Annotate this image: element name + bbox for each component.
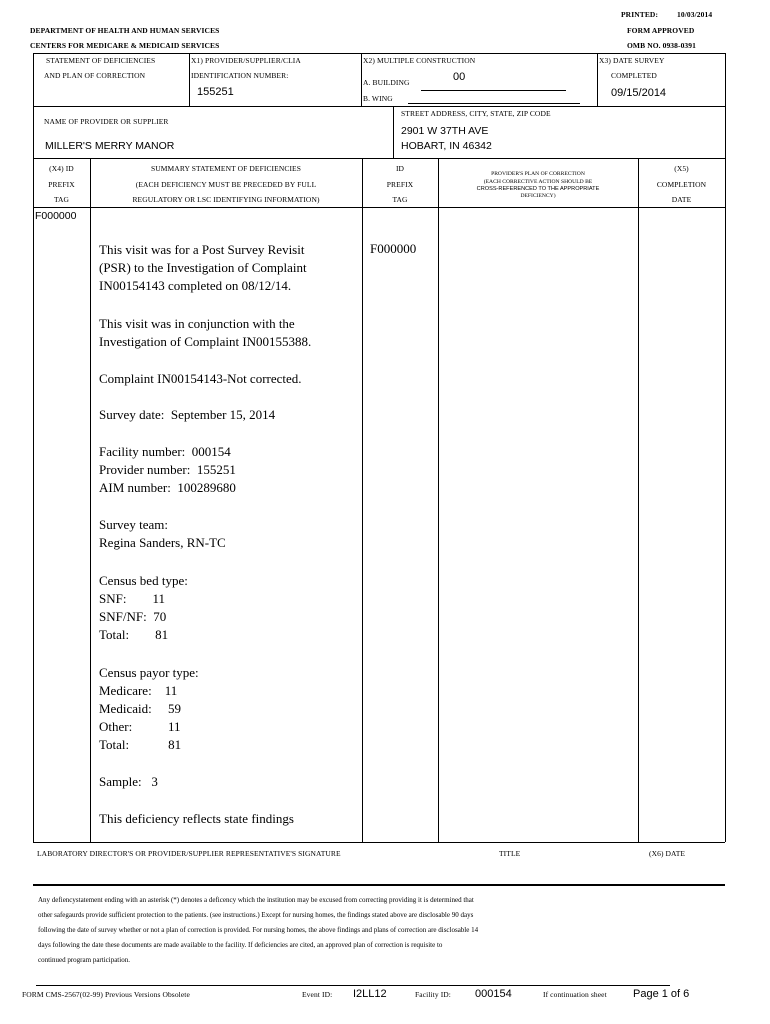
paragraph-3	[99, 370, 302, 388]
paragraph-5	[99, 443, 236, 497]
text-line: Survey date: September 15, 2014	[99, 407, 276, 422]
text-line: Census bed type:	[99, 573, 188, 588]
statement-label-1: STATEMENT OF DEFICIENCIES	[46, 56, 156, 65]
disclaimer-line: following the date of survey whether or not a plan of correction is provided. For nursing homes, the above findings and plans of correction are disclosable 14	[38, 926, 479, 934]
disclaimer-line: other safegaurds provide sufficient protection to the patients. (see instructions.) Except for nursing homes, the findings stated above are disclosable 90 days	[38, 911, 474, 919]
text-line: (PSR) to the Investigation of Complaint	[99, 260, 307, 275]
text-line: IN00154143 completed on 08/12/14.	[99, 278, 292, 293]
x3-label-1: X3) DATE SURVEY	[599, 56, 665, 65]
id-label-2: PREFIX	[386, 180, 414, 189]
disclaimer-line: Any defiencystatement ending with an asterisk (*) denotes a deficency which the institution may be excused from correcting providing it is determined that	[38, 896, 474, 904]
paragraph-9	[99, 773, 158, 791]
summary-label-3: REGULATORY OR LSC IDENTIFYING INFORMATION)	[132, 195, 320, 204]
text-line: This visit was in conjunction with the	[99, 316, 295, 331]
survey-date: 09/15/2014	[611, 87, 667, 99]
plan-label-4: DEFICIENCY)	[520, 193, 556, 199]
paragraph-1	[99, 241, 307, 295]
x1-label-2: IDENTIFICATION NUMBER:	[191, 71, 289, 80]
x2-label: X2) MULTIPLE CONSTRUCTION	[363, 56, 476, 65]
paragraph-6	[99, 516, 226, 552]
paragraph-2	[99, 315, 311, 351]
x4-label-1: (X4) ID	[49, 164, 74, 173]
x4-label-2: PREFIX	[48, 180, 75, 189]
deficiency-tag-right: F000000	[370, 241, 417, 256]
x5-label-2: COMPLETION	[656, 180, 707, 189]
text-line: Investigation of Complaint IN00155388.	[99, 334, 312, 349]
text-line: Regina Sanders, RN-TC	[99, 535, 226, 550]
id-label-3: TAG	[392, 195, 408, 204]
page-number: Page 1 of 6	[633, 988, 690, 1000]
plan-label-3: CROSS-REFERENCED TO THE APPROPRIATE	[476, 186, 600, 192]
summary-label-2: (EACH DEFICIENCY MUST BE PRECEDED BY FULL	[135, 180, 317, 189]
x3-label-2: COMPLETED	[611, 71, 657, 80]
plan-label-2: (EACH CORRECTIVE ACTION SHOULD BE	[483, 179, 593, 185]
text-line: Total: 81	[99, 627, 169, 642]
omb-number: OMB NO. 0938-0391	[627, 41, 696, 50]
text-line: SNF: 11	[99, 591, 165, 606]
statement-label-2: AND PLAN OF CORRECTION	[44, 71, 146, 80]
address-line-1: 2901 W 37TH AVE	[401, 125, 489, 137]
text-line: This deficiency reflects state findings	[99, 811, 294, 826]
form-approved: FORM APPROVED	[627, 26, 695, 35]
plan-label-1: PROVIDER'S PLAN OF CORRECTION	[491, 171, 585, 177]
text-line: Provider number: 155251	[99, 462, 236, 477]
text-line: SNF/NF: 70	[99, 609, 167, 624]
signature-label: LABORATORY DIRECTOR'S OR PROVIDER/SUPPLIER REPRESENTATIVE'S SIGNATURE	[37, 849, 341, 858]
text-line: Medicare: 11	[99, 683, 178, 698]
agency-line-2: CENTERS FOR MEDICARE & MEDICAID SERVICES	[30, 41, 220, 50]
paragraph-4	[99, 406, 275, 424]
provider-name: MILLER'S MERRY MANOR	[45, 140, 175, 152]
building-value: 00	[453, 71, 466, 83]
address-label: STREET ADDRESS, CITY, STATE, ZIP CODE	[401, 109, 551, 118]
disclaimer-line: continued program participation.	[38, 956, 130, 964]
event-id: I2LL12	[353, 988, 387, 1000]
x4-label-3: TAG	[53, 195, 70, 204]
continuation-label: If continuation sheet	[543, 990, 607, 999]
disclaimer-line: days following the date these documents are made available to the facility. If deficiencies are cited, an approved plan of correction is requisite to	[38, 941, 443, 949]
printed-date: 10/03/2014	[677, 10, 713, 19]
title-label: TITLE	[499, 849, 521, 858]
building-label: A. BUILDING	[363, 78, 410, 87]
id-label-1: ID	[395, 164, 405, 173]
text-line: Census payor type:	[99, 665, 199, 680]
text-line: Sample: 3	[99, 774, 158, 789]
text-line: AIM number: 100289680	[99, 480, 236, 495]
text-line: Other: 11	[99, 719, 181, 734]
x1-label-1: X1) PROVIDER/SUPPLIER/CLIA	[191, 56, 301, 65]
provider-id: 155251	[197, 86, 234, 98]
x5-label-1: (X5)	[674, 164, 689, 173]
disclaimer	[38, 893, 478, 968]
facility-id: 000154	[475, 988, 512, 1000]
deficiency-tag-left: F000000	[35, 210, 77, 222]
date-label: (X6) DATE	[649, 849, 686, 858]
text-line: Facility number: 000154	[99, 444, 231, 459]
paragraph-7	[99, 572, 188, 644]
text-line: Complaint IN00154143-Not corrected.	[99, 371, 302, 386]
text-line: Medicaid: 59	[99, 701, 181, 716]
event-id-label: Event ID:	[302, 990, 333, 999]
address-line-2: HOBART, IN 46342	[401, 140, 492, 152]
facility-id-label: Facility ID:	[415, 990, 451, 999]
paragraph-8	[99, 664, 199, 754]
provider-name-label: NAME OF PROVIDER OR SUPPLIER	[44, 117, 169, 126]
summary-label-1: SUMMARY STATEMENT OF DEFICIENCIES	[150, 164, 301, 173]
wing-label: B. WING	[363, 94, 393, 103]
paragraph-10	[99, 810, 294, 828]
text-line: Survey team:	[99, 517, 168, 532]
x5-label-3: DATE	[671, 195, 692, 204]
printed-label: PRINTED:	[621, 10, 659, 19]
text-line: Total: 81	[99, 737, 182, 752]
form-label: FORM CMS-2567(02-99) Previous Versions Obsolete	[22, 990, 190, 999]
agency-line-1: DEPARTMENT OF HEALTH AND HUMAN SERVICES	[30, 26, 220, 35]
text-line: This visit was for a Post Survey Revisit	[99, 242, 305, 257]
